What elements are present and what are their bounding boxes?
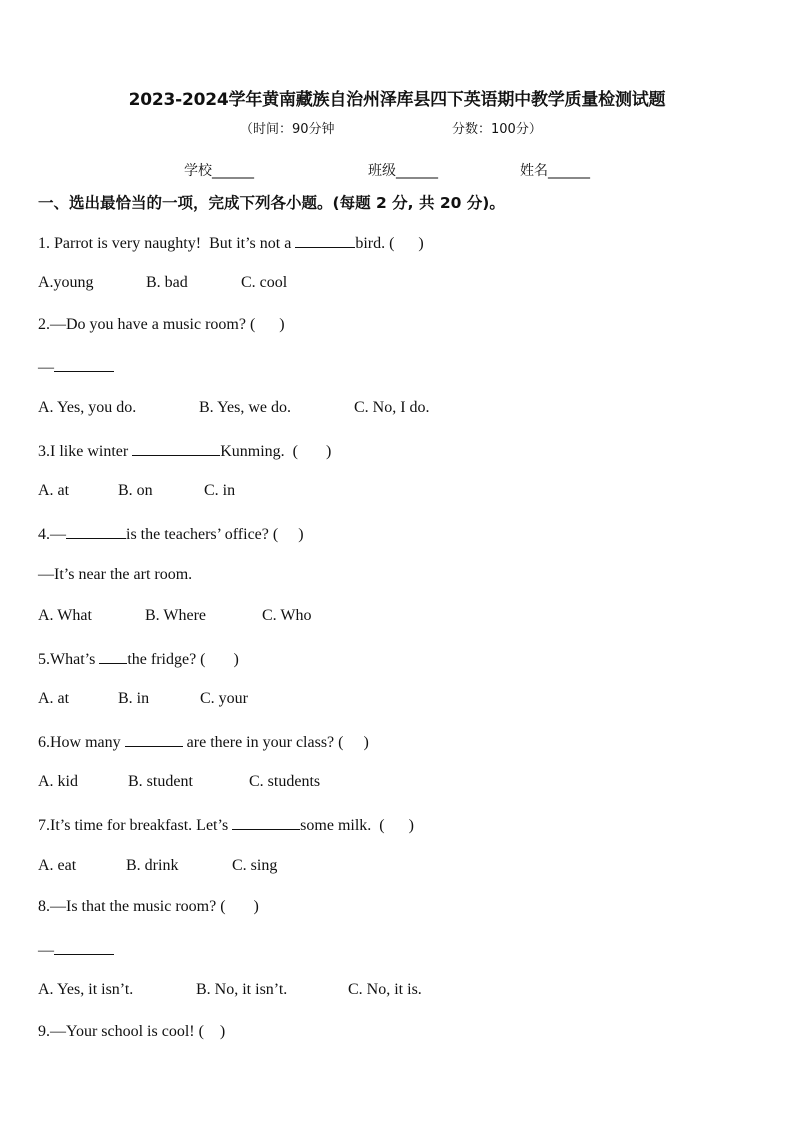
option-a[interactable]: A. Yes, it isn’t. [38,981,134,998]
option-c[interactable]: C. Who [262,607,312,624]
exam-time: （时间：90分钟 [240,122,335,137]
option-c[interactable]: C. cool [241,274,288,291]
name-field[interactable]: 姓名______ [520,163,590,179]
option-c[interactable]: C. students [249,773,321,790]
question-3: 3.I like winter Kunming. ( ) [38,443,332,460]
answer-line-8[interactable]: — [38,940,114,960]
option-c[interactable]: C. your [200,690,248,707]
exam-score: 分数：100分） [452,122,542,137]
section-heading: 一、选出最恰当的一项，完成下列各小题。(每题 2 分, 共 20 分)。 [38,194,505,212]
option-b[interactable]: B. No, it isn’t. [196,981,288,998]
options-3 [38,482,235,500]
options-7 [38,857,277,875]
question-9: 9.—Your school is cool! ( ) [38,1023,226,1040]
option-a[interactable]: A. Yes, you do. [38,399,137,416]
option-c[interactable]: C. No, I do. [354,399,430,416]
option-b[interactable]: B. on [118,482,153,499]
reply-4: —It’s near the art room. [38,566,193,583]
option-a[interactable]: A. What [38,607,92,624]
option-a[interactable]: A.young [38,274,94,291]
question-5: 5.What’s the fridge? ( ) [38,651,239,668]
options-4 [38,607,311,625]
option-b[interactable]: B. Yes, we do. [199,399,292,416]
option-c[interactable]: C. in [204,482,236,499]
options-6 [38,773,320,791]
option-a[interactable]: A. at [38,482,70,499]
option-b[interactable]: B. bad [146,274,188,291]
options-2 [38,399,430,417]
options-5 [38,690,248,708]
option-a[interactable]: A. at [38,690,70,707]
class-field[interactable]: 班级______ [368,163,438,179]
option-a[interactable]: A. kid [38,773,78,790]
question-6: 6.How many are there in your class? ( ) [38,734,369,751]
option-b[interactable]: B. student [128,773,193,790]
question-1: 1. Parrot is very naughty! But it’s not a bird. ( ) [38,235,424,252]
exam-title: 2023-2024学年黄南藏族自治州泽库县四下英语期中教学质量检测试题 [128,90,666,110]
question-4: 4.— is the teachers’ office? ( ) [38,526,304,543]
question-7: 7.It’s time for breakfast. Let’s some milk. ( ) [38,817,414,834]
option-c[interactable]: C. No, it is. [348,981,422,998]
question-2: 2.—Do you have a music room? ( ) [38,316,285,333]
option-b[interactable]: B. in [118,690,150,707]
answer-line-2[interactable]: — [38,357,114,377]
school-field[interactable]: 学校______ [184,163,254,179]
option-b[interactable]: B. drink [126,857,179,874]
options-1 [38,274,287,292]
option-a[interactable]: A. eat [38,857,77,874]
question-8: 8.—Is that the music room? ( ) [38,898,259,915]
option-c[interactable]: C. sing [232,857,278,874]
options-8 [38,981,422,999]
option-b[interactable]: B. Where [145,607,207,624]
